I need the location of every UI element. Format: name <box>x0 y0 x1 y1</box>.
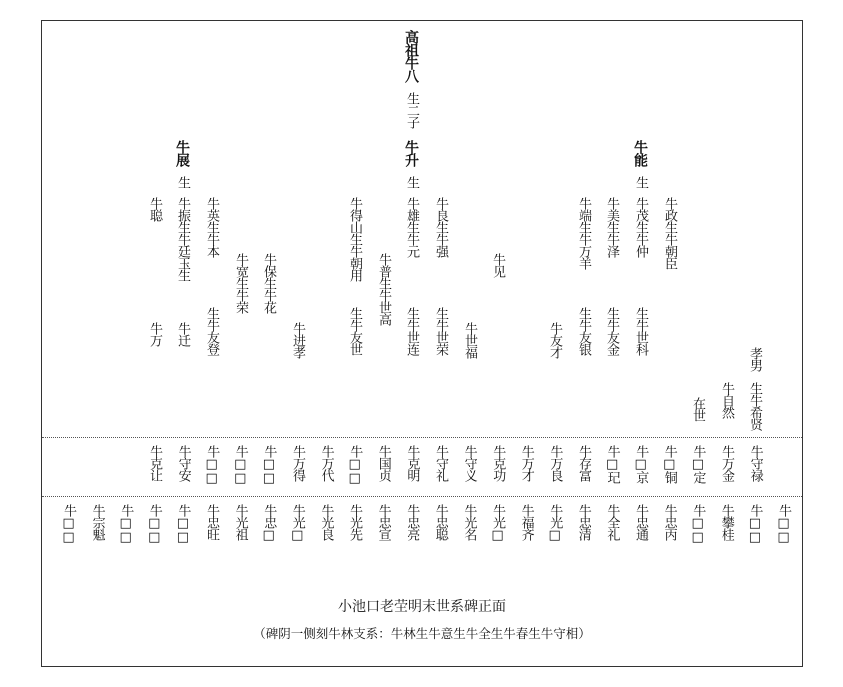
row-a-name: 牛万金 <box>719 445 734 481</box>
row-b-name: 牛光名 <box>461 504 477 540</box>
row-b-name: 牛光良 <box>318 504 334 540</box>
row-b-name: 牛忠聪 <box>432 504 448 540</box>
gen4-entry: 生牛友登 <box>204 307 219 355</box>
gen4-entry: 生牛世连 <box>404 307 419 355</box>
gen3-entry: 牛聪 <box>147 197 162 221</box>
row-a-name: 牛万得 <box>290 445 305 481</box>
gen4-entry: 牛见 <box>490 253 505 277</box>
row-a-name: 牛克明 <box>404 445 420 481</box>
row-b-name: 牛光□ <box>289 504 305 542</box>
row-b-name: 牛□□ <box>61 504 76 544</box>
row-b-name: 牛忠丙 <box>661 504 677 540</box>
row-b-name: 牛光祖 <box>232 504 248 540</box>
row-b-name: 牛宗魁 <box>89 504 105 540</box>
row-b-name: 牛□□ <box>747 504 763 544</box>
row-a-name: 牛存富 <box>576 445 591 481</box>
gen5-entry: 牛自然 <box>719 382 734 418</box>
row-a-name: 牛□玘 <box>604 445 620 483</box>
row-b-name: 牛光□ <box>490 504 505 542</box>
son-zhan: 牛展 <box>174 140 190 166</box>
row-b-name: 牛□□ <box>118 504 134 544</box>
row-b-name: 牛□□ <box>690 504 706 544</box>
gen4-entry: 生牛友银 <box>576 307 591 355</box>
row-b-name: 牛忠通 <box>633 504 648 540</box>
row-a-name: 牛守礼 <box>433 445 448 481</box>
row-a-name: 牛□铜 <box>661 445 677 483</box>
gen3-entry: 牛雄生牛元 <box>404 197 419 257</box>
gen4-entry: 生牛友世 <box>347 307 362 355</box>
gen4-entry: 牛进孝 <box>290 322 305 358</box>
ancestor-name: 高祖牛八 <box>403 30 419 82</box>
row-a-name: 牛克功 <box>490 445 506 481</box>
row-b-name: 牛光□ <box>547 504 563 542</box>
gen3-entry: 牛茂生牛仲 <box>633 197 648 257</box>
row-b-name: 牛忠亮 <box>404 504 420 540</box>
row-b-name: 牛忠□ <box>261 504 277 542</box>
gen5-entry: 在世 <box>690 397 705 421</box>
gen4-entry: 牛普生牛世高 <box>376 253 391 325</box>
gen4-entry: 牛万 <box>147 322 162 346</box>
son-sheng: 牛升 <box>403 140 419 166</box>
gen3-entry: 牛政生牛朝臣 <box>662 197 677 269</box>
row-b-name: 牛□□ <box>776 504 791 544</box>
gen4-entry: 牛迁 <box>175 322 190 346</box>
stele-title: 小池口老茔明末世系碑正面 <box>338 599 506 615</box>
row-a-name: 牛守安 <box>175 445 191 481</box>
gen3-entry: 牛英生牛本 <box>204 197 219 257</box>
gen4-entry: 生牛友金 <box>604 307 619 355</box>
gen3-entry: 牛美生牛泽 <box>604 197 619 257</box>
row-b-name: 牛□□ <box>175 504 191 544</box>
son-zhan-note: 生 <box>175 176 190 188</box>
row-a-name: 牛□京 <box>633 445 649 483</box>
gen3-entry: 牛得山生牛朝用 <box>347 197 362 281</box>
row-divider <box>42 496 802 497</box>
row-b-name: 牛攀桂 <box>718 504 734 540</box>
gen4-entry: 牛宽生牛荣 <box>233 253 248 313</box>
row-a-name: 牛守义 <box>461 445 477 481</box>
ancestor-note: 生二子 <box>404 92 419 128</box>
gen5-entry: 孝男 <box>747 347 762 371</box>
row-a-name: 牛国贞 <box>375 445 391 481</box>
gen4-entry: 牛世福 <box>462 322 477 358</box>
gen3-entry: 牛良生牛强 <box>433 197 448 257</box>
gen4-entry: 牛保生牛花 <box>261 253 276 313</box>
row-a-name: 牛□定 <box>690 445 706 483</box>
gen3-entry: 牛振生牛廷玉生 <box>175 197 190 281</box>
gen5-entry: 生牛希贤 <box>747 382 762 430</box>
row-a-name: 牛克让 <box>147 445 162 481</box>
son-neng-note: 生 <box>633 176 648 188</box>
gen3-entry: 牛端生牛万羊 <box>576 197 591 269</box>
son-sheng-note: 生 <box>404 176 419 188</box>
row-b-name: 牛福齐 <box>518 504 534 540</box>
row-a-name: 牛□□ <box>261 445 277 485</box>
gen4-entry: 生牛世荣 <box>433 307 448 355</box>
row-b-name: 牛忠旺 <box>204 504 219 540</box>
row-b-name: 牛忠宣 <box>375 504 391 540</box>
row-a-name: 牛守禄 <box>747 445 763 481</box>
row-b-name: 牛光先 <box>347 504 362 540</box>
row-b-name: 牛□□ <box>146 504 162 544</box>
row-a-name: 牛万才 <box>518 445 534 481</box>
gen4-entry: 生牛世科 <box>633 307 648 355</box>
son-neng: 牛能 <box>632 140 648 166</box>
row-b-name: 牛忠清 <box>575 504 591 540</box>
row-a-name: 牛万良 <box>547 445 563 481</box>
row-b-name: 牛全礼 <box>604 504 620 540</box>
row-a-name: 牛万代 <box>318 445 334 481</box>
row-a-name: 牛□□ <box>232 445 248 485</box>
gen4-entry: 牛友才 <box>547 322 562 358</box>
row-a-name: 牛□□ <box>347 445 363 485</box>
row-a-name: 牛□□ <box>204 445 220 485</box>
row-divider <box>42 437 802 438</box>
stele-note: （碑阴一侧刻牛林支系：牛林生牛意生牛全生牛春生牛守相） <box>253 626 591 641</box>
